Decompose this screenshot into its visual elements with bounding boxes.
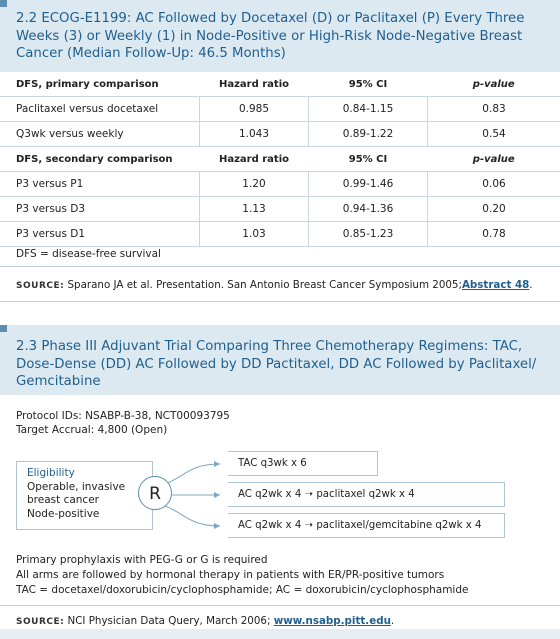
table-cell: 0.54 — [428, 122, 560, 147]
header-cell: DFS, primary comparison — [0, 72, 200, 97]
header-cell: 95% CI — [309, 72, 428, 97]
table-cell: P3 versus P1 — [0, 172, 200, 197]
randomization-node: R — [138, 476, 172, 510]
table-cell: 0.78 — [428, 222, 560, 247]
table-cell: 1.20 — [200, 172, 309, 197]
divider — [0, 266, 560, 267]
bottom-band — [0, 629, 560, 639]
source-line-2 — [16, 615, 394, 627]
divider — [0, 605, 560, 606]
table-footnote: DFS = disease-free survival — [16, 248, 161, 260]
table-row — [0, 97, 560, 122]
table-header-row — [0, 72, 560, 97]
note-line: TAC = docetaxel/doxorubicin/cyclophosphamide; AC = doxorubicin/cyclophosphamide — [16, 584, 469, 596]
header-cell: DFS, secondary comparison — [0, 147, 200, 172]
eligibility-box — [16, 461, 153, 530]
table-row — [0, 197, 560, 222]
section-title: 2.2 ECOG-E1199: AC Followed by Docetaxel (D) or Paclitaxel (P) Every Three Weeks (3) or Weekly (1) in Node-Positive or High-Risk Node-Negative Breast Cancer (Median Follow-Up: 46.5 Months) — [16, 11, 525, 61]
header-cell: Hazard ratio — [200, 72, 309, 97]
arm-box: TAC q3wk x 6 — [228, 451, 378, 476]
source-end: . — [529, 279, 533, 291]
eligibility-title: Eligibility — [27, 467, 75, 479]
header-cell: p-value — [428, 147, 560, 172]
section-header-2-3 — [0, 325, 560, 395]
table-cell: 0.89-1.22 — [309, 122, 428, 147]
header-cell: p-value — [428, 72, 560, 97]
eligibility-line: breast cancer — [27, 494, 99, 506]
table-cell: P3 versus D3 — [0, 197, 200, 222]
section-title: 2.3 Phase III Adjuvant Trial Comparing Three Chemotherapy Regimens: TAC, Dose-Dense (DD) AC Followed by DD Pactitaxel, DD AC Followed by Paclitaxel/ Gemcitabine — [16, 339, 537, 389]
table-row — [0, 222, 560, 247]
table-cell: 0.99-1.46 — [309, 172, 428, 197]
source-link-nsabp[interactable]: www.nsabp.pitt.edu — [273, 615, 391, 627]
table-cell: 1.03 — [200, 222, 309, 247]
divider — [0, 301, 560, 302]
table-cell: Q3wk versus weekly — [0, 122, 200, 147]
protocol-ids: Protocol IDs: NSABP-B-38, NCT00093795 — [16, 410, 230, 422]
source-line-1 — [16, 279, 533, 291]
table-cell: P3 versus D1 — [0, 222, 200, 247]
header-cell: Hazard ratio — [200, 147, 309, 172]
source-label: SOURCE: — [16, 281, 65, 291]
section-marker — [0, 0, 7, 7]
table-cell: 0.985 — [200, 97, 309, 122]
arrowhead-icon — [214, 461, 220, 467]
table-cell: 0.06 — [428, 172, 560, 197]
eligibility-line: Node-positive — [27, 507, 100, 520]
section-header-2-2 — [0, 0, 560, 72]
results-table — [0, 72, 560, 247]
table-cell: 0.20 — [428, 197, 560, 222]
table-cell: 0.85-1.23 — [309, 222, 428, 247]
table-cell: 0.83 — [428, 97, 560, 122]
table-row — [0, 122, 560, 147]
arrowhead-icon — [214, 492, 220, 498]
table-cell: 1.13 — [200, 197, 309, 222]
arm-box: AC q2wk x 4 ➝ paclitaxel q2wk x 4 — [228, 482, 505, 507]
table-row — [0, 172, 560, 197]
eligibility-line: Operable, invasive — [27, 480, 126, 493]
section-marker — [0, 325, 7, 332]
arm-box: AC q2wk x 4 ➝ paclitaxel/gemcitabine q2wk x 4 — [228, 513, 505, 538]
table-header-row — [0, 147, 560, 172]
arrowhead-icon — [214, 523, 220, 529]
table-cell: 0.94-1.36 — [309, 197, 428, 222]
note-line: Primary prophylaxis with PEG-G or G is required — [16, 554, 268, 566]
header-cell: 95% CI — [309, 147, 428, 172]
source-text: Sparano JA et al. Presentation. San Antonio Breast Cancer Symposium 2005; — [64, 279, 462, 291]
table-cell: 1.043 — [200, 122, 309, 147]
table-cell: 0.84-1.15 — [309, 97, 428, 122]
target-accrual: Target Accrual: 4,800 (Open) — [16, 424, 168, 436]
source-text: NCI Physician Data Query, March 2006; — [64, 615, 274, 627]
source-end: . — [390, 615, 395, 627]
note-line: All arms are followed by hormonal therapy in patients with ER/PR-positive tumors — [16, 569, 445, 581]
table-cell: Paclitaxel versus docetaxel — [0, 97, 200, 122]
source-label: SOURCE: — [16, 617, 65, 627]
source-link-abstract[interactable]: Abstract 48 — [461, 279, 530, 291]
